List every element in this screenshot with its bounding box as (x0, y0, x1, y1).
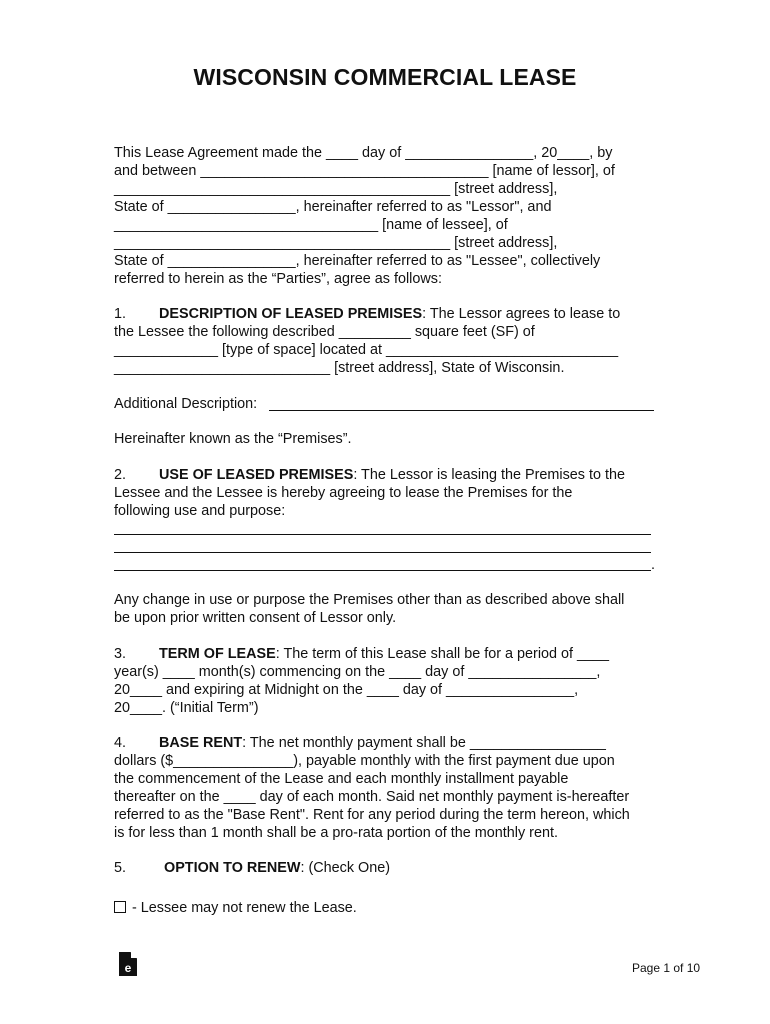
section-text: : (Check One) (300, 860, 391, 876)
intro-line: and between ____________________________________ [name of lessor], of (114, 163, 615, 179)
section-3-line: 20____ and expiring at Midnight on the ____ day of ________________, (114, 682, 579, 698)
intro-line: referred to herein as the “Parties”, agree as follows: (114, 271, 442, 287)
section-text: : The net monthly payment shall be _________________ (242, 735, 606, 751)
svg-text:e: e (124, 961, 132, 975)
section-3-line: year(s) ____ month(s) commencing on the ____ day of ________________, (114, 664, 601, 680)
intro-line: _________________________________ [name of lessee], of (114, 217, 508, 233)
section-text: : The term of this Lease shall be for a period of ____ (275, 646, 610, 662)
section-2-heading-line (114, 466, 625, 484)
use-purpose-blank-1[interactable] (114, 534, 651, 535)
use-purpose-period: . (651, 557, 655, 573)
section-number: 5. (114, 860, 127, 876)
document-title: WISCONSIN COMMERCIAL LEASE (193, 64, 577, 90)
section-2-line: Any change in use or purpose the Premises other than as described above shall (114, 592, 625, 608)
section-heading: DESCRIPTION OF LEASED PREMISES (159, 306, 423, 322)
section-text: : The Lessor agrees to lease to (422, 306, 621, 322)
eforms-logo-icon (117, 951, 139, 977)
additional-description-blank[interactable] (269, 410, 654, 411)
section-3-line: 20____. (“Initial Term”) (114, 700, 259, 716)
page-number: Page 1 of 10 (632, 961, 701, 975)
section-2-line: be upon prior written consent of Lessor only. (114, 610, 397, 626)
section-4-line: is for less than 1 month shall be a pro-rata portion of the monthly rent. (114, 825, 558, 841)
section-4-line: dollars ($_______________), payable monthly with the first payment due upon (114, 753, 615, 769)
section-4-line: the commencement of the Lease and each monthly installment payable (114, 771, 569, 787)
use-purpose-blank-2[interactable] (114, 552, 651, 553)
section-text: : The Lessor is leasing the Premises to the (353, 467, 626, 483)
section-1-line: _____________ [type of space] located at _____________________________ (114, 342, 619, 358)
section-5-heading-line (114, 859, 390, 877)
section-heading: BASE RENT (159, 735, 243, 751)
section-4-line: referred to as the "Base Rent". Rent for any period during the term hereon, which (114, 807, 630, 823)
section-number: 4. (114, 735, 127, 751)
intro-line: State of ________________, hereinafter referred to as "Lessor", and (114, 199, 552, 215)
section-1-line: ___________________________ [street address], State of Wisconsin. (114, 360, 565, 376)
section-1-line: the Lessee the following described _________ square feet (SF) of (114, 324, 535, 340)
intro-line: __________________________________________ [street address], (114, 235, 558, 251)
intro-line: State of ________________, hereinafter referred to as "Lessee", collectively (114, 253, 601, 269)
section-4-heading-line (114, 734, 606, 752)
premises-definition: Hereinafter known as the “Premises”. (114, 431, 352, 447)
section-2-line: Lessee and the Lessee is hereby agreeing to lease the Premises for the (114, 485, 573, 501)
section-number: 3. (114, 646, 127, 662)
section-1-heading-line (114, 305, 620, 323)
intro-line: This Lease Agreement made the ____ day of ________________, 20____, by (114, 145, 613, 161)
renew-option-checkbox[interactable] (114, 901, 126, 913)
renew-option-label: - Lessee may not renew the Lease. (128, 900, 357, 916)
section-heading: USE OF LEASED PREMISES (159, 467, 354, 483)
section-4-line: thereafter on the ____ day of each month. Said net monthly payment is-hereafter (114, 789, 630, 805)
section-2-line: following use and purpose: (114, 503, 286, 519)
renew-option-no-renew (114, 899, 357, 917)
section-number: 2. (114, 467, 127, 483)
section-3-heading-line (114, 645, 609, 663)
section-heading: TERM OF LEASE (159, 646, 276, 662)
section-heading: OPTION TO RENEW (164, 860, 301, 876)
section-number: 1. (114, 306, 127, 322)
additional-description-label: Additional Description: (114, 396, 258, 412)
use-purpose-blank-3[interactable] (114, 570, 651, 571)
intro-line: __________________________________________ [street address], (114, 181, 558, 197)
